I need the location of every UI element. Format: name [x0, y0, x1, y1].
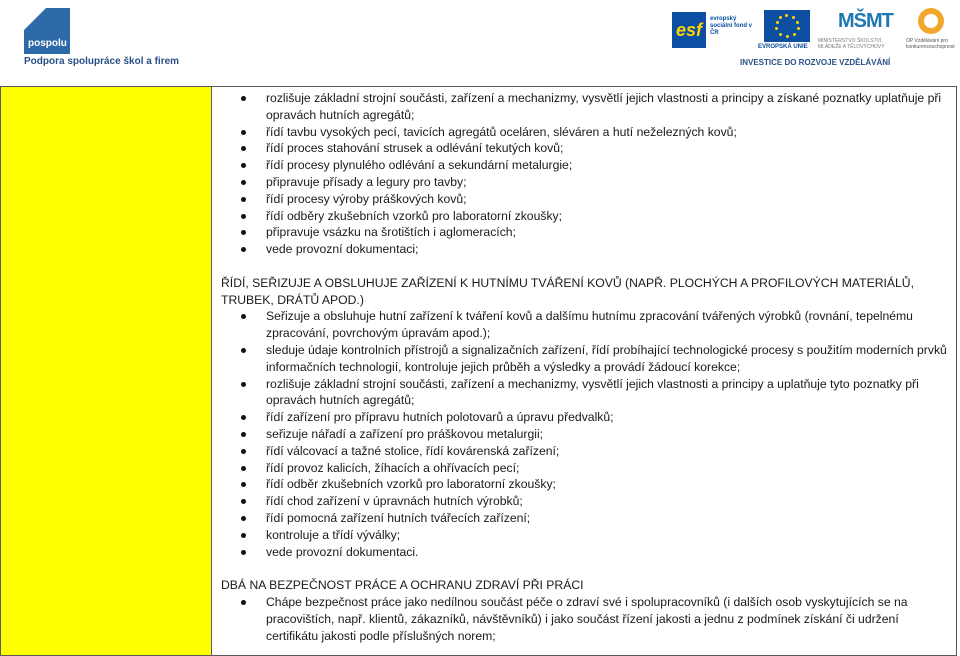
list-item: řídí válcovací a tažné stolice, řídí kovárenská zařízení;	[221, 443, 951, 460]
opvk-caption: OP Vzdělávání pro konkurenceschopnost	[906, 38, 955, 50]
list-item: řídí odběry zkušebních vzorků pro laboratorní zkoušky;	[221, 208, 951, 225]
msmt-logo-text: MŠMT	[838, 10, 893, 32]
list-item: řídí odběr zkušebních vzorků pro laboratorní zkoušky;	[221, 476, 951, 493]
yellow-left-cell	[1, 87, 212, 655]
section3-list	[221, 594, 951, 644]
list-item: kontroluje a třídí výválky;	[221, 527, 951, 544]
esf-logo-text: esf	[676, 20, 703, 40]
list-item: řídí procesy plynulého odlévání a sekundární metalurgie;	[221, 157, 951, 174]
list-item: seřizuje nářadí a zařízení pro práškovou metalurgii;	[221, 426, 951, 443]
opvk-logo	[906, 8, 956, 54]
section2-heading: ŘÍDÍ, SEŘIZUJE A OBSLUHUJE ZAŘÍZENÍ K HUTNÍMU TVÁŘENÍ KOVŮ (NAPŘ. PLOCHÝCH A PROFILOVÝCH MATERIÁLŮ, TRUBEK, DRÁTŮ APOD.)	[221, 275, 914, 307]
eu-caption: EVROPSKÁ UNIE	[758, 44, 808, 50]
list-item: řídí pomocná zařízení hutních tvářecích zařízení;	[221, 510, 951, 527]
pospolu-logo	[24, 8, 70, 54]
list-item: řídí zařízení pro přípravu hutních polotovarů a úpravu předvalků;	[221, 409, 951, 426]
list-item: řídí proces stahování strusek a odlévání tekutých kovů;	[221, 140, 951, 157]
list-item: řídí provoz kalicích, žíhacích a ohřívacích pecí;	[221, 460, 951, 477]
pospolu-tagline: Podpora spolupráce škol a firem	[24, 56, 180, 67]
msmt-caption: MINISTERSTVO ŠKOLSTVÍ, MLÁDEŽE A TĚLOVÝCHOVY	[818, 38, 885, 50]
list-item: Seřizuje a obsluhuje hutní zařízení k tváření kovů a dalšímu hutnímu zpracování tvářených výrobků (rovnání, tepelnému zpracování, povrchovým úpravám apod.);	[221, 308, 951, 342]
esf-logo	[672, 6, 756, 54]
list-item: řídí chod zařízení v úpravnách hutních výrobků;	[221, 493, 951, 510]
list-item: vede provozní dokumentaci;	[221, 241, 951, 258]
list-item: řídí tavbu vysokých pecí, tavicích agregátů oceláren, sléváren a hutí neželezných kovů;	[221, 124, 951, 141]
list-item: Chápe bezpečnost práce jako nedílnou součást péče o zdraví své i spolupracovníků (i dalších osob vyskytujících se na pracovištích, např. klientů, zákazníků, návštěvníků) i jako součást řízení jakosti a jednu z podmínek získání či udržení certifikátu jakosti podle příslušných norem;	[221, 594, 951, 644]
section3-heading: DBÁ NA BEZPEČNOST PRÁCE A OCHRANU ZDRAVÍ PŘI PRÁCI	[221, 578, 584, 593]
content-table	[0, 86, 957, 656]
list-item: řídí procesy výroby práškových kovů;	[221, 191, 951, 208]
content-cell	[221, 90, 951, 644]
list-item: rozlišuje základní strojní součásti, zařízení a mechanizmy, vysvětlí jejich vlastnosti a principy a uplatňuje tyto poznatky při opravách hutních agregátů;	[221, 376, 951, 410]
eu-flag-logo	[764, 10, 810, 42]
list-item: připravuje vsázku na šrotištích i aglomeracích;	[221, 224, 951, 241]
list-item: sleduje údaje kontrolních přístrojů a signalizačních zařízení, řídí probíhající technologické procesy s použitím moderních prvků informačních technologií, kontroluje jejich průběh a výsledky a provádí žádoucí korekce;	[221, 342, 951, 376]
page-header	[0, 0, 960, 76]
section1-list	[221, 90, 951, 258]
list-item: rozlišuje základní strojní součásti, zařízení a mechanizmy, vysvětlí jejich vlastnosti a principy a získané poznatky uplatňuje při opravách hutních agregátů;	[221, 90, 951, 124]
esf-caption: evropský sociální fond v ČR	[710, 16, 753, 36]
pospolu-logo-text: pospolu	[28, 38, 67, 49]
section2-list	[221, 308, 951, 560]
msmt-logo	[818, 8, 896, 56]
list-item: připravuje přísady a legury pro tavby;	[221, 174, 951, 191]
investice-slogan: INVESTICE DO ROZVOJE VZDĚLÁVÁNÍ	[740, 58, 891, 67]
list-item: vede provozní dokumentaci.	[221, 544, 951, 561]
